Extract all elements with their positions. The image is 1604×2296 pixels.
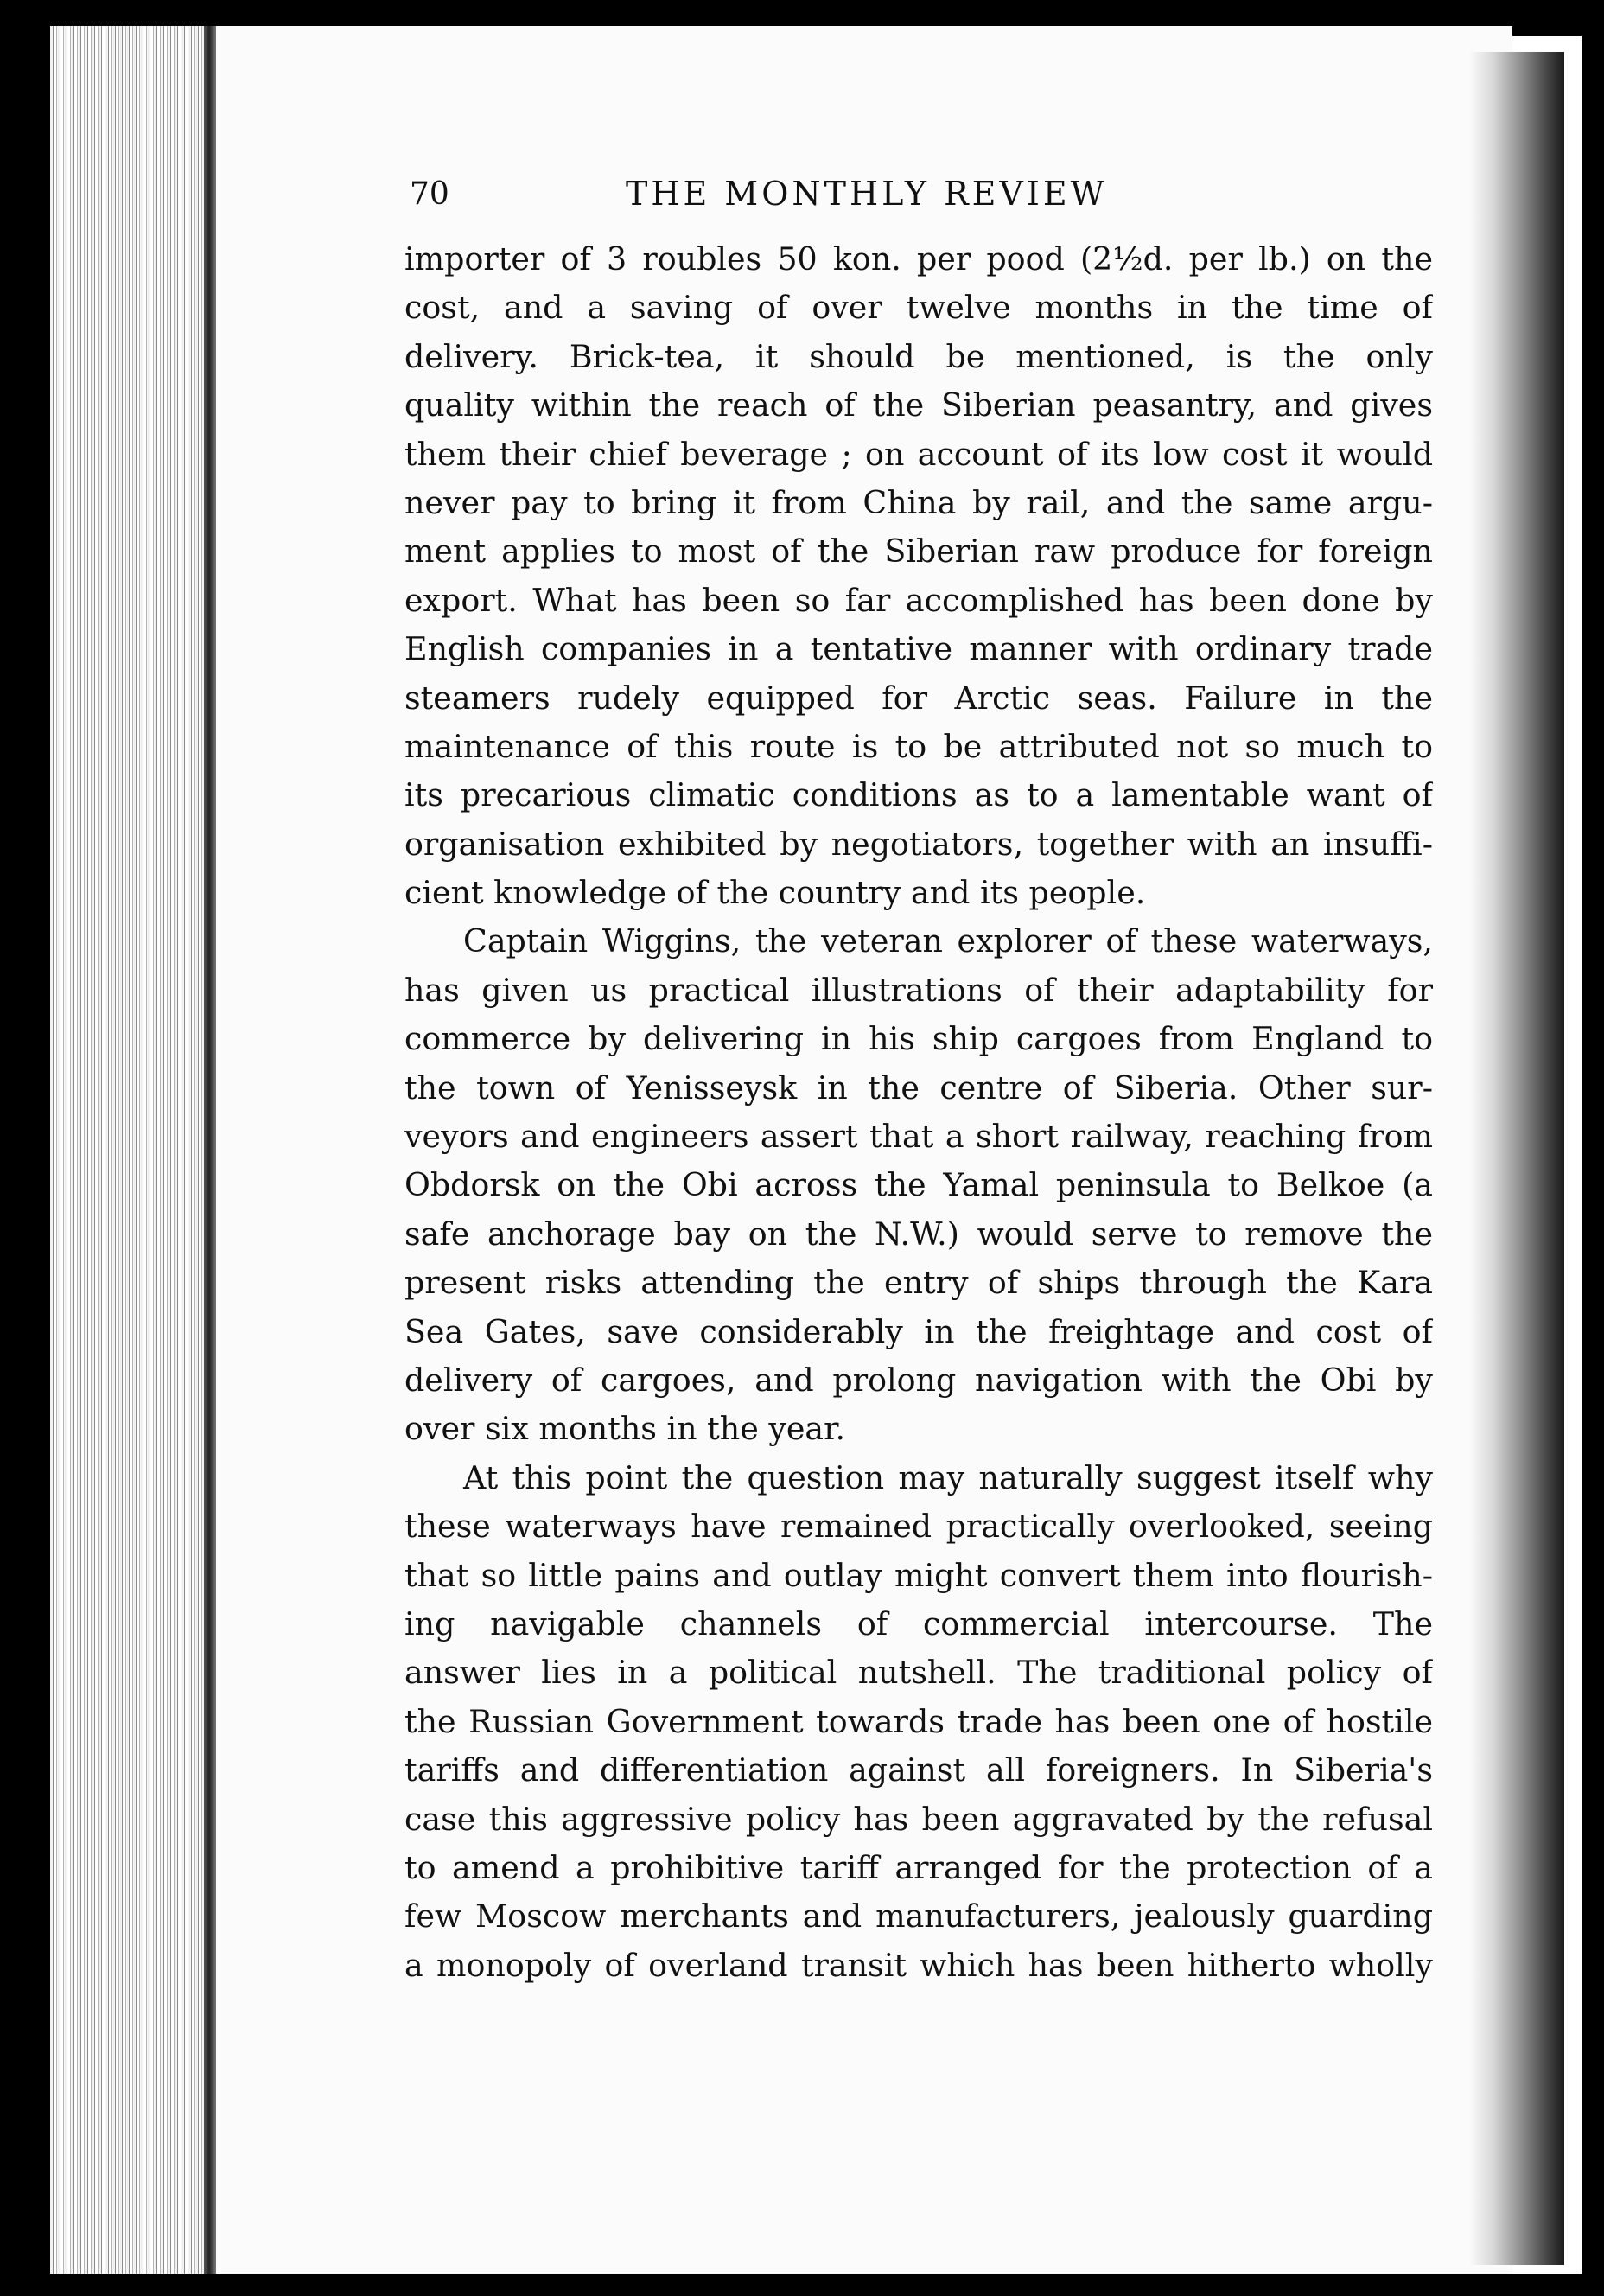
text-line: answer lies in a political nutshell. The traditional policy of xyxy=(404,1654,1433,1692)
text-line: delivery. Brick-tea, it should be mentioned, is the only xyxy=(404,337,1433,375)
text-line: its precarious climatic conditions as to a lamentable want of xyxy=(404,776,1433,814)
text-line: commerce by delivering in his ship cargoes from England to xyxy=(404,1020,1433,1058)
text-line: safe anchorage bay on the N.W.) would serve to remove the xyxy=(404,1215,1433,1253)
text-line: quality within the reach of the Siberian peasantry, and gives xyxy=(404,386,1433,424)
text-line: few Moscow merchants and manufacturers, jealously guarding xyxy=(404,1897,1433,1936)
text-line: over six months in the year. xyxy=(404,1410,846,1448)
text-line: ing navigable channels of commercial intercourse. The xyxy=(404,1604,1433,1642)
text-line: these waterways have remained practically overlooked, seeing xyxy=(404,1508,1433,1546)
text-line: organisation exhibited by negotiators, together with an insuffi- xyxy=(404,825,1433,863)
text-line: importer of 3 roubles 50 kon. per pood (2½d. per lb.) on the xyxy=(404,240,1433,277)
paragraph-start-line: Captain Wiggins, the veteran explorer of these waterways, xyxy=(463,922,1433,960)
text-line: them their chief beverage ; on account of its low cost it would xyxy=(404,435,1433,473)
text-line: delivery of cargoes, and prolong navigation with the Obi by xyxy=(404,1361,1433,1399)
text-line: the Russian Government towards trade has been one of hostile xyxy=(404,1702,1433,1740)
paragraph-start-line: At this point the question may naturally suggest itself why xyxy=(463,1458,1433,1496)
text-line: veyors and engineers assert that a short railway, reaching from xyxy=(404,1118,1433,1156)
text-line: English companies in a tentative manner with ordinary trade xyxy=(404,630,1433,668)
text-line: ment applies to most of the Siberian raw produce for foreign xyxy=(404,533,1433,571)
text-line: to amend a prohibitive tariff arranged for the protection of a xyxy=(404,1848,1433,1886)
scanner-border-bottom xyxy=(0,2274,1604,2296)
body-text xyxy=(404,235,1433,1990)
text-line: that so little pains and outlay might convert them into flourish- xyxy=(404,1556,1433,1594)
text-line: maintenance of this route is to be attributed not so much to xyxy=(404,727,1433,765)
text-line: Obdorsk on the Obi across the Yamal peninsula to Belkoe (a xyxy=(404,1166,1433,1204)
journal-title: THE MONTHLY REVIEW xyxy=(626,175,1108,213)
text-line: has given us practical illustrations of their adaptability for xyxy=(404,971,1433,1009)
text-line: tariffs and differentiation against all foreigners. In Siberia's xyxy=(404,1751,1433,1789)
text-line: cost, and a saving of over twelve months in the time of xyxy=(404,289,1433,327)
text-line: present risks attending the entry of ships through the Kara xyxy=(404,1264,1433,1302)
page-gutter xyxy=(204,26,216,2291)
page-stack-edge xyxy=(50,26,216,2291)
text-line: export. What has been so far accomplished has been done by xyxy=(404,581,1433,619)
page-curl-shadow xyxy=(1469,52,1564,2265)
running-head xyxy=(410,169,1274,221)
text-line: case this aggressive policy has been aggravated by the refusal xyxy=(404,1800,1433,1838)
text-line: never pay to bring it from China by rail, and the same argu- xyxy=(404,483,1433,521)
scanner-border-left xyxy=(0,0,50,2296)
scanner-border-right xyxy=(1582,0,1604,2296)
text-line: Sea Gates, save considerably in the freightage and cost of xyxy=(404,1312,1433,1350)
text-line: a monopoly of overland transit which has been hitherto wholly xyxy=(404,1946,1433,1984)
text-line: the town of Yenisseysk in the centre of Siberia. Other sur- xyxy=(404,1068,1433,1107)
text-line: cient knowledge of the country and its people. xyxy=(404,874,1146,912)
text-line: steamers rudely equipped for Arctic seas. Failure in the xyxy=(404,679,1433,717)
page-number: 70 xyxy=(410,176,449,212)
